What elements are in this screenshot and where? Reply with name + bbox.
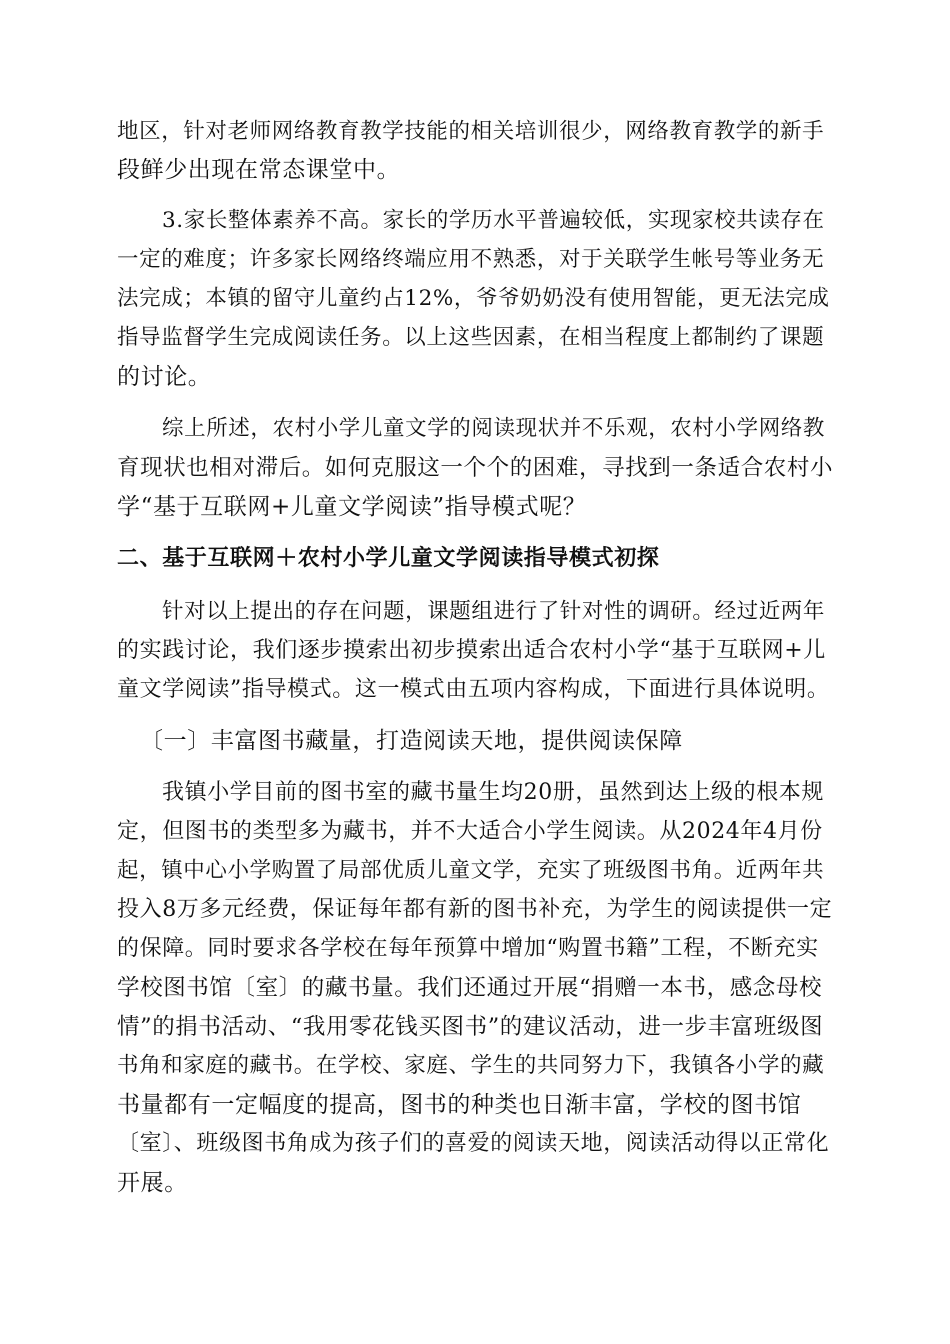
paragraph-line: 开展。 (117, 1170, 188, 1196)
paragraph-line: 的实践讨论，我们逐步摸索出初步摸索出适合农村小学“基于互联网+儿 (117, 638, 826, 663)
paragraph-line: 我镇小学目前的图书室的藏书量生均20册，虽然到达上级的根本规 (162, 780, 824, 805)
paragraph-line: 起，镇中心小学购置了局部优质儿童文学，充实了班级图书角。近两年共 (117, 858, 825, 883)
paragraph-line: 童文学阅读”指导模式。这一模式由五项内容构成，下面进行具体说明。 (117, 677, 830, 702)
paragraph-line: 针对以上提出的存在问题，课题组进行了针对性的调研。经过近两年 (162, 599, 826, 624)
paragraph-line: 育现状也相对滞后。如何克服这一个个的困难，寻找到一条适合农村小 (117, 455, 834, 481)
subsection-heading: 〔一〕丰富图书藏量，打造阅读天地，提供阅读保障 (140, 728, 683, 754)
paragraph-line: 情”的捐书活动、“我用零花钱买图书”的建议活动，进一步丰富班级图 (117, 1014, 824, 1040)
paragraph-line: 3.家长整体素养不高。家长的学历水平普遍较低，实现家校共读存在 (162, 208, 825, 233)
paragraph-line: 一定的难度；许多家长网络终端应用不熟悉，对于关联学生帐号等业务无 (117, 247, 825, 272)
paragraph-line: 法完成；本镇的留守儿童约占12%，爷爷奶奶没有使用智能，更无法完成 (117, 286, 830, 311)
paragraph-line: 学“基于互联网+儿童文学阅读”指导模式呢？ (117, 494, 587, 520)
paragraph-line: 书量都有一定幅度的提高，图书的种类也日渐丰富，学校的图书馆 (117, 1092, 802, 1118)
paragraph-line: 综上所述，农村小学儿童文学的阅读现状并不乐观，农村小学网络教 (162, 416, 826, 441)
paragraph-line: 指导监督学生完成阅读任务。以上这些因素，在相当程度上都制约了课题 (117, 325, 825, 350)
section-heading: 二、基于互联网＋农村小学儿童文学阅读指导模式初探 (117, 546, 660, 571)
paragraph-line: 段鲜少出现在常态课堂中。 (117, 157, 401, 183)
paragraph-line: 的保障。同时要求各学校在每年预算中增加“购置书籍”工程，不断充实 (117, 936, 819, 961)
paragraph-line: 书角和家庭的藏书。在学校、家庭、学生的共同努力下，我镇各小学的藏 (117, 1053, 825, 1078)
paragraph-line: 投入8万多元经费，保证每年都有新的图书补充，为学生的阅读提供一定 (117, 897, 833, 922)
paragraph-line: 学校图书馆〔室〕的藏书量。我们还通过开展“捐赠一本书，感念母校 (117, 975, 823, 1001)
paragraph-line: 定，但图书的类型多为藏书，并不大适合小学生阅读。从2024年4月份 (117, 819, 823, 844)
paragraph-line: 地区，针对老师网络教育教学技能的相关培训很少，网络教育教学的新手 (117, 119, 825, 144)
paragraph-line: 的讨论。 (117, 364, 212, 390)
paragraph-line: 〔室〕、班级图书角成为孩子们的喜爱的阅读天地，阅读活动得以正常化 (117, 1131, 830, 1156)
